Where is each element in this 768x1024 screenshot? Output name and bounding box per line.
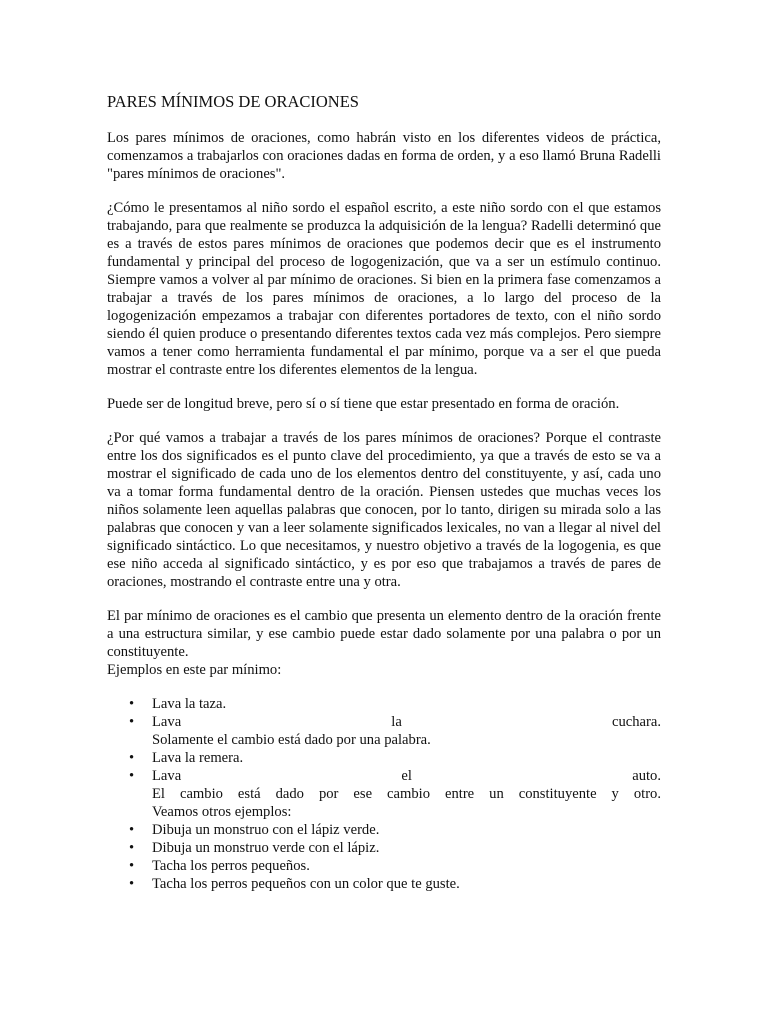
list-item [107,695,661,713]
paragraph-length: Puede ser de longitud breve, pero sí o sí tiene que estar presentado en forma de oración. [107,396,620,412]
list-item [107,713,661,749]
bullet-icon: • [129,840,135,856]
definition-text: El par mínimo de oraciones es el cambio que presenta un elemento dentro de la oración frente a una estructura similar, y ese cambio puede estar dado solamente por una palabra o por un constituyente. [107,608,661,660]
bullet-icon: • [129,714,135,730]
example-text: Lava la remera. [152,750,244,766]
example-text: Tacha los perros pequeños. [152,858,310,874]
paragraph-why: ¿Por qué vamos a trabajar a través de los pares mínimos de oraciones? Porque el contraste entre los dos significados es el punto clave del procedimiento, ya que a través de esto se va a mostrar el significado de cada uno de los elementos dentro del constituyente, y así, cada uno va a tomar forma fundamental dentro de la oración. Piensen ustedes que muchas veces los niños solamente leen aquellas palabras que conocen, por lo tanto, dirigen su mirada solo a las palabras que conocen y van a leer solamente significados lexicales, no van a llegar al nivel del significado sintáctico. Lo que necesitamos, y nuestro objetivo a través de la logogenia, es que ese niño acceda al significado sintáctico, y es por eso que trabajamos a través de pares de oraciones, mostrando el contraste entre una y otra. [107,430,661,590]
example-text: Dibuja un monstruo verde con el lápiz. [152,840,380,856]
document-title: PARES MÍNIMOS DE ORACIONES [107,92,359,111]
example-note: Solamente el cambio está dado por una palabra. [152,732,431,748]
bullet-icon: • [129,750,135,766]
bullet-icon: • [129,768,135,784]
bullet-icon: • [129,876,135,892]
list-item [107,857,661,875]
example-text: Dibuja un monstruo con el lápiz verde. [152,822,380,838]
example-text: Lava la taza. [152,696,227,712]
example-text: Lava la cuchara. [152,714,661,730]
example-text: Lava el auto. [152,768,661,784]
bullet-icon: • [129,822,135,838]
list-item [107,839,661,857]
bullet-icon: • [129,696,135,712]
list-item [107,875,661,893]
paragraph-intro: Los pares mínimos de oraciones, como habrán visto en los diferentes videos de práctica, comenzamos a trabajarlos con oraciones dadas en forma de orden, y a eso llamó Bruna Radelli "pares mínimos de oraciones". [107,130,661,182]
example-text: Tacha los perros pequeños con un color que te guste. [152,876,460,892]
list-item [107,767,661,821]
list-item [107,821,661,839]
examples-intro: Ejemplos en este par mínimo: [107,662,282,678]
definition-block [107,607,661,679]
paragraph-presentation: ¿Cómo le presentamos al niño sordo el español escrito, a este niño sordo con el que estamos trabajando, para que realmente se produzca la adquisición de la lengua? Radelli determinó que es a través de estos pares mínimos de oraciones que podemos decir que es el instrumento fundamental y principal del proceso de logogenización, que va a ser un estímulo continuo. Siempre vamos a volver al par mínimo de oraciones. Si bien en la primera fase comenzamos a trabajar a través de los pares mínimos de oraciones, a lo largo del proceso de la logogenización empezamos a trabajar con diferentes portadores de texto, con el niño sordo siendo él quien produce o presentando diferentes textos cada vez más complejos. Pero siempre vamos a tener como herramienta fundamental el par mínimo, porque va a ser el que pueda mostrar el contraste entre los diferentes elementos de la lengua. [107,200,661,378]
examples-list [107,695,661,893]
bullet-icon: • [129,858,135,874]
example-note-secondary: Veamos otros ejemplos: [152,804,292,820]
document-page [107,92,661,893]
example-note: El cambio está dado por ese cambio entre un constituyente y otro. [152,786,661,802]
list-item [107,749,661,767]
